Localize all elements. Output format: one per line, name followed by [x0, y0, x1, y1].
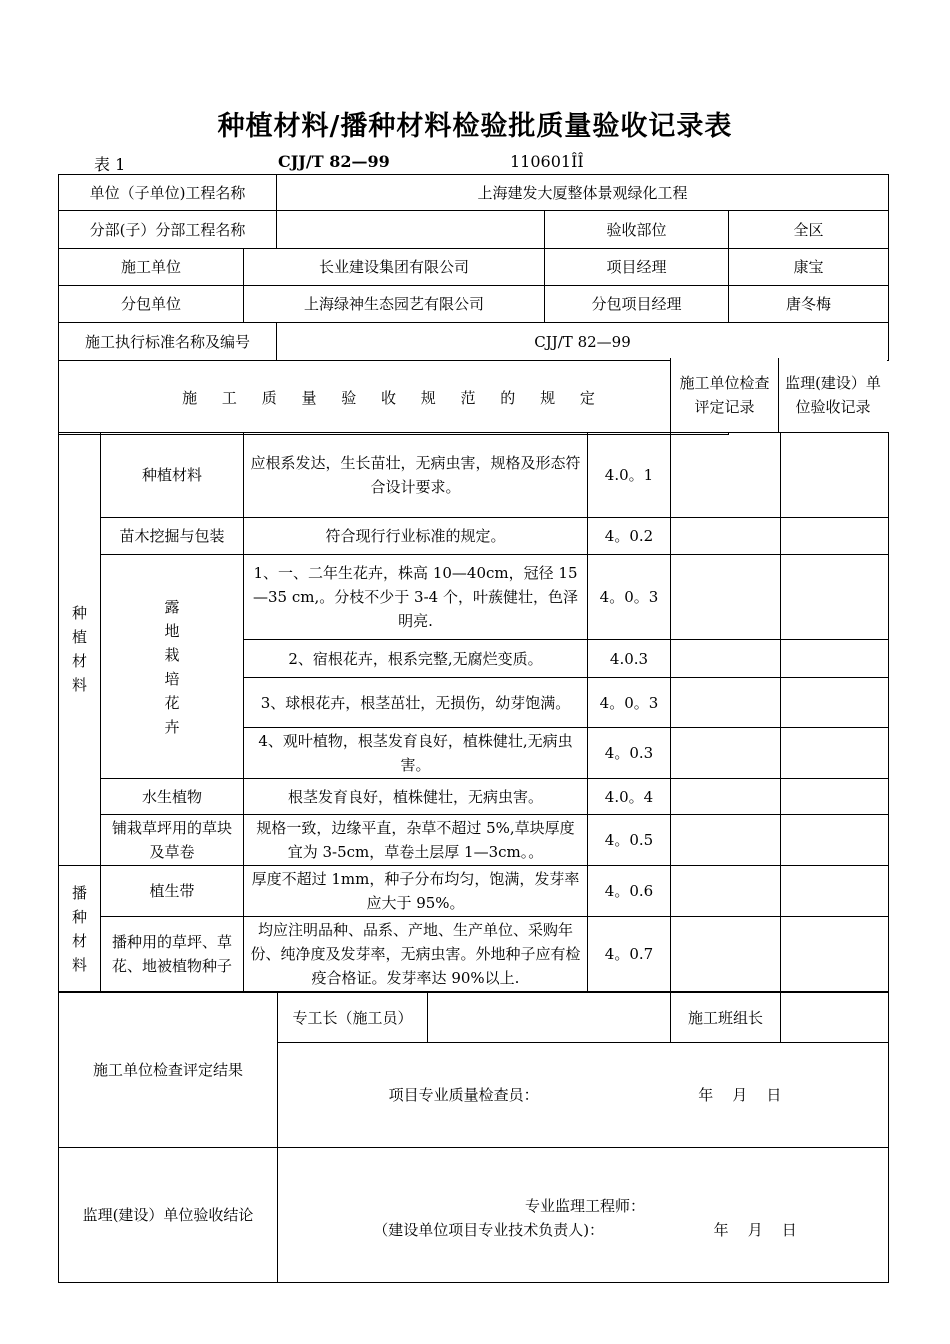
- supervisor-record-cell[interactable]: [781, 866, 889, 917]
- check-record-cell[interactable]: [671, 815, 781, 866]
- check-record-cell[interactable]: [671, 640, 781, 678]
- supervisor-engineer-label: 专业监理工程师：: [524, 1197, 645, 1215]
- item-requirement: 2、宿根花卉，根系完整,无腐烂变质。: [244, 640, 588, 678]
- item-name: 水生植物: [101, 779, 244, 815]
- team-leader-label: 施工班组长: [671, 993, 781, 1043]
- supervisor-record-cell[interactable]: [781, 555, 889, 640]
- item-clause: 4。0.7: [588, 917, 671, 992]
- group-label-planting: 种 植 材 料: [71, 604, 87, 694]
- foreman-value[interactable]: [428, 993, 671, 1043]
- supervisor-record-cell[interactable]: [781, 728, 889, 779]
- item-name: 铺栽草坪用的草块及草卷: [101, 815, 244, 866]
- check-record-cell[interactable]: [671, 518, 781, 555]
- check-record-cell[interactable]: [671, 728, 781, 779]
- supervisor-signature-area[interactable]: [278, 1148, 889, 1283]
- group-label-seeding: 播 种 材 料: [71, 883, 87, 974]
- footer-table: [58, 992, 889, 1283]
- inspection-date: 年 月 日: [698, 1086, 782, 1104]
- group-open-field-flowers: [101, 555, 244, 779]
- inspector-label: 项目专业质量检查员：: [388, 1086, 539, 1104]
- construction-unit-label: 施工单位: [59, 249, 244, 286]
- subcontractor-value: 上海绿神生态园艺有限公司: [244, 286, 545, 323]
- item-name: 植生带: [101, 866, 244, 917]
- group-planting-materials: [59, 433, 101, 866]
- supervisor-record-cell[interactable]: [781, 640, 889, 678]
- standard-label: 施工执行标准名称及编号: [59, 323, 277, 361]
- item-requirement: 1、一、二年生花卉，株高 10—40cm，冠径 15—35 cm,。分枝不少于 3-4 个，叶蔟健壮，色泽明亮.: [244, 555, 588, 640]
- supervisor-record-cell[interactable]: [781, 433, 889, 518]
- supervisor-record-cell[interactable]: [781, 678, 889, 728]
- foreman-label: 专工长（施工员）: [278, 993, 428, 1043]
- group-label-flowers: 露 地 栽 培 花 卉: [164, 597, 180, 736]
- item-requirement: 3、球根花卉，根茎茁壮，无损伤，幼芽饱满。: [244, 678, 588, 728]
- item-clause: 4。0.5: [588, 815, 671, 866]
- form-title: 种植材料/播种材料检验批质量验收记录表: [217, 111, 733, 142]
- requirement-row: [59, 518, 889, 555]
- item-requirement: 规格一致，边缘平直，杂草不超过 5%,草块厚度宜为 3-5cm，草卷土层厚 1—3cm。。: [244, 815, 588, 866]
- item-clause: 4。0.2: [588, 518, 671, 555]
- requirement-row: [59, 433, 889, 518]
- spec-header: 施 工 质 量 验 收 规 范 的 规 定: [59, 361, 729, 435]
- sub-project-manager-label: 分包项目经理: [545, 286, 729, 323]
- standard-code: CJJ/T 82—99: [278, 152, 390, 171]
- check-result-label: 施工单位检查评定结果: [59, 993, 278, 1148]
- item-requirement: 4、观叶植物，根茎发育良好，植株健壮,无病虫害。: [244, 728, 588, 779]
- sub-project-value: [277, 211, 545, 249]
- sub-project-label: 分部(子）分部工程名称: [59, 211, 277, 249]
- check-record-cell[interactable]: [671, 433, 781, 518]
- item-clause: 4。0.3: [588, 728, 671, 779]
- form-number: 110601ÎÎ: [510, 152, 584, 171]
- accept-part-value: 全区: [729, 211, 889, 249]
- inspector-signature-area[interactable]: [278, 1043, 889, 1148]
- subcontractor-label: 分包单位: [59, 286, 244, 323]
- supervisor-record-header: 监理(建设）单位验收记录: [779, 358, 887, 432]
- owner-rep-label: （建设单位项目专业技术负责人)：: [373, 1221, 605, 1239]
- standard-value: CJJ/T 82—99: [277, 323, 889, 361]
- item-requirement: 符合现行行业标准的规定。: [244, 518, 588, 555]
- row-standard: [59, 323, 889, 361]
- supervisor-record-cell[interactable]: [781, 815, 889, 866]
- check-record-cell[interactable]: [671, 866, 781, 917]
- project-manager-label: 项目经理: [545, 249, 729, 286]
- requirement-row: [59, 917, 889, 992]
- item-name: 种植材料: [101, 433, 244, 518]
- table-number: 表 1: [94, 155, 126, 174]
- conclusion-label: 监理(建设）单位验收结论: [59, 1148, 278, 1283]
- requirement-row: [59, 866, 889, 917]
- item-name: 苗木挖掘与包装: [101, 518, 244, 555]
- team-leader-value[interactable]: [781, 993, 889, 1043]
- supervisor-record-cell[interactable]: [781, 917, 889, 992]
- item-clause: 4。0。3: [588, 555, 671, 640]
- item-clause: 4.0.3: [588, 640, 671, 678]
- check-record-cell[interactable]: [671, 917, 781, 992]
- item-clause: 4。0.6: [588, 866, 671, 917]
- item-clause: 4。0。3: [588, 678, 671, 728]
- row-construction-unit: [59, 249, 889, 286]
- item-requirement: 均应注明品种、品系、产地、生产单位、采购年份、纯净度及发芽率，无病虫害。外地种子应有检疫合格证。发芽率达 90%以上.: [244, 917, 588, 992]
- unit-project-value: 上海建发大厦整体景观绿化工程: [277, 175, 889, 211]
- accept-part-label: 验收部位: [545, 211, 729, 249]
- construction-unit-value: 长业建设集团有限公司: [244, 249, 545, 286]
- item-requirement: 根茎发育良好，植株健壮，无病虫害。: [244, 779, 588, 815]
- item-name: 播种用的草坪、草花、地被植物种子: [101, 917, 244, 992]
- item-requirement: 厚度不超过 1mm，种子分布均匀，饱满，发芽率应大于 95%。: [244, 866, 588, 917]
- row-unit-project: [59, 175, 889, 211]
- row-subcontractor: [59, 286, 889, 323]
- unit-project-label: 单位（子单位)工程名称: [59, 175, 277, 211]
- supervisor-record-cell[interactable]: [781, 779, 889, 815]
- check-record-cell[interactable]: [671, 779, 781, 815]
- requirement-row: [59, 555, 889, 640]
- requirement-row: [59, 815, 889, 866]
- item-requirement: 应根系发达，生长苗壮，无病虫害，规格及形态符合设计要求。: [244, 433, 588, 518]
- supervisor-record-cell[interactable]: [781, 518, 889, 555]
- requirements-table: [58, 432, 889, 992]
- project-manager-value: 康宝: [729, 249, 889, 286]
- item-clause: 4.0。1: [588, 433, 671, 518]
- item-clause: 4.0。4: [588, 779, 671, 815]
- requirement-row: [59, 779, 889, 815]
- sub-project-manager-value: 唐冬梅: [729, 286, 889, 323]
- group-seeding-materials: [59, 866, 101, 992]
- check-record-cell[interactable]: [671, 678, 781, 728]
- check-record-cell[interactable]: [671, 555, 781, 640]
- conclusion-date: 年 月 日: [713, 1221, 797, 1239]
- check-record-header: 施工单位检查评定记录: [670, 358, 779, 432]
- row-sub-project: [59, 211, 889, 249]
